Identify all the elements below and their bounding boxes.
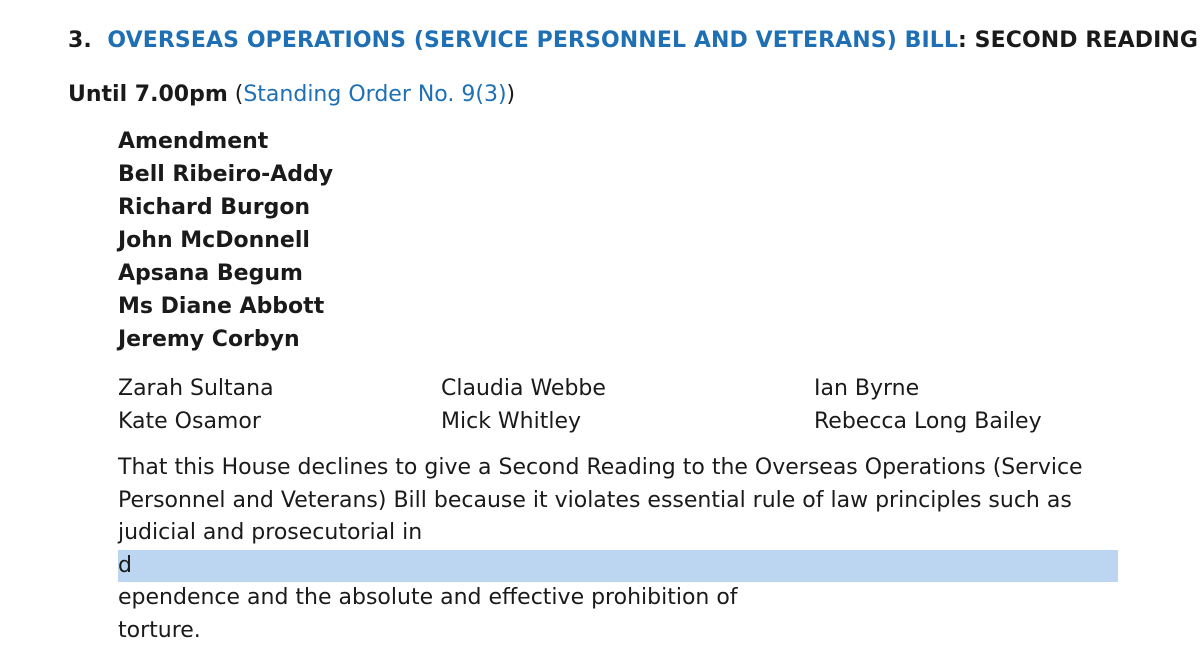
motion-line xyxy=(118,517,1118,615)
supporters-row xyxy=(118,372,1118,405)
lead-member-name: Bell Ribeiro-Addy xyxy=(118,158,333,191)
supporters-row xyxy=(118,405,1118,438)
supporting-members xyxy=(118,372,1118,438)
amendment-label: Amendment xyxy=(118,125,333,158)
until-time: Until 7.00pm xyxy=(68,82,228,107)
motion-line: That this House declines to give a Second Reading to the Overseas Operations (Service xyxy=(118,452,1118,485)
supporting-member-name: Claudia Webbe xyxy=(441,372,606,405)
lead-member-name: Richard Burgon xyxy=(118,191,333,224)
motion-line: Personnel and Veterans) Bill because it violates essential rule of law principles such as xyxy=(118,485,1118,518)
close-paren: ) xyxy=(507,82,516,107)
amendment-block xyxy=(118,125,333,356)
lead-member-name: Jeremy Corbyn xyxy=(118,323,333,356)
motion-text-fragment: ependence and the absolute and effective prohibition of xyxy=(118,582,1118,615)
business-item-heading xyxy=(68,28,1198,53)
text-selection-highlight[interactable]: d xyxy=(118,550,1118,583)
lead-member-name: John McDonnell xyxy=(118,224,333,257)
supporting-member-name: Mick Whitley xyxy=(441,405,581,438)
amendment-motion-text xyxy=(118,452,1118,647)
supporting-member-name: Rebecca Long Bailey xyxy=(814,405,1042,438)
supporting-member-name: Ian Byrne xyxy=(814,372,919,405)
bill-name-link[interactable]: OVERSEAS OPERATIONS (SERVICE PERSONNEL AND VETERANS) BILL xyxy=(107,28,958,53)
bill-stage: : SECOND READING xyxy=(958,28,1198,53)
supporting-member-name: Kate Osamor xyxy=(118,405,261,438)
lead-member-name: Ms Diane Abbott xyxy=(118,290,333,323)
motion-text-fragment: judicial and prosecutorial in xyxy=(118,517,1118,550)
open-paren: ( xyxy=(235,82,244,107)
standing-order-link[interactable]: Standing Order No. 9(3) xyxy=(243,82,506,107)
item-number: 3. xyxy=(68,28,92,53)
timing-line xyxy=(68,82,515,107)
motion-line: torture. xyxy=(118,615,1118,647)
supporting-member-name: Zarah Sultana xyxy=(118,372,274,405)
lead-member-name: Apsana Begum xyxy=(118,257,333,290)
